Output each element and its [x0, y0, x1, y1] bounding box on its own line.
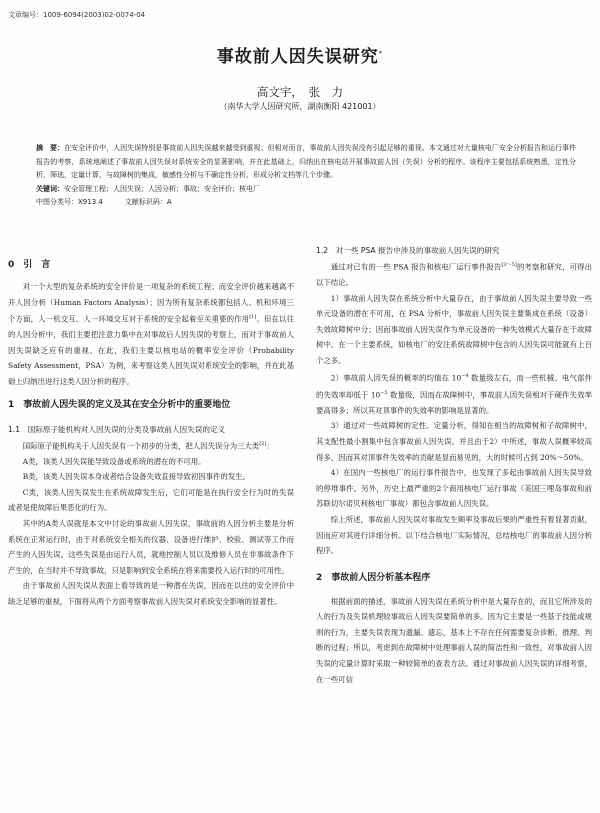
article-number: 文章编号：1009-6094(2003)02-0074-04	[8, 11, 146, 19]
transition-paragraph: 由于事故前人因失误从表面上看导致的是一种潜在失误，因而在以往的安全评价中缺乏足够的重视，下面将从两个方面考察事故前人因失误对系统安全影响的显著性。	[8, 581, 294, 607]
section-1-heading: 1 事故前人因失误的定义及其在安全分析中的重要地位	[8, 399, 231, 410]
iaea-paragraph: 国际原子能机构关于人因失误有一个初步的分类，把人因失误分为三大类[2]：	[22, 440, 274, 451]
psa-intro-paragraph: 通过对已有的一些 PSA 报告和核电厂运行事件报告[3～5]的考察和研究，可得出以下结论。	[316, 262, 592, 288]
title-footnote-mark: *	[378, 49, 384, 58]
abstract-label: 摘 要：	[36, 144, 65, 152]
keywords-text: 安全管理工程；人因失误；人因分析；事故；安全评价；核电厂	[64, 184, 260, 193]
keywords-label: 关键词：	[36, 184, 64, 193]
finding-3: 3）通过对一些故障树的定性、定量分析，得知在相当的故障树和子故障树中，其支配性最小割集中包含事故前人因失误。并且由于2）中所述，事故人误概率较高得多，因而其对顶事件失效率的贡献是显而易见的，大的时候可占到 20%～50%。	[316, 421, 592, 462]
classification: 中图分类号：X913.4 文献标识码：A	[36, 198, 172, 207]
abstract-block	[36, 142, 576, 210]
type-a-paragraph: A类，该类人因失误能导致设备或系统的潜在的不可用。	[22, 456, 206, 466]
section-2-heading: 2 事故前人因分析基本程序	[316, 572, 431, 583]
clc-code: X913.4	[78, 198, 103, 207]
type-c-paragraph: C类，该类人因失误发生在系统故障发生后，它们可能是在执行安全行为时的失误或者是使故障后果恶化的行为。	[8, 487, 294, 513]
section-1-2-heading: 1.2 对一些 PSA 报告中涉及的事故前人因失误的研究	[316, 246, 500, 255]
right-column	[316, 244, 592, 687]
section-0-heading: 0 引 言	[8, 260, 51, 270]
intro-paragraph: 对一个大型的复杂系统的安全评价是一项复杂的系统工程；而安全评价越来越离不开人因分析（Human Factors Analysis）；因为所有复杂系统都包括人、机和环境三个方面，人一机交互、人一环境交互对于系统的安全起着至关重要的作用[1]。但在以往的人因分析中，我们主要把注意力集中在对事故后人因失误的考察上，而对于事故前人因失误缺乏应有的重视。在此，我们主要以核电站的概率安全评价（Probability Safety Assessment，PSA）为例，来考察这类人因失误对系统安全的影响，并在此基础上归纳出进行这类人因分析的程序。	[8, 282, 294, 387]
definition-paragraph: 其中的A类人误就是本文中讨论的事故前人因失误，事故前的人因分析主要是分析系统在正常运行时，由于对系统安全相关的仪器、设备进行维护、校验、测试等工作而产生的人因失误。这些失误是由运行人员，就地控制人员以及维修人员在非事故条件下产生的，在当时并不导致事故，只是影响到安全系统在将来需要投入运行时的可用性。	[8, 519, 294, 575]
paper-title: 事故前人因失误研究*	[216, 47, 384, 67]
finding-2: 2）事故前人因失误的概率的均值在 10$^{-4}$ 数量级左右，而一些机械、电气部件的失效率却低于 10$^{-5}$ 数量级，因而在故障树中，事故前人因失误相对于硬件失效率要高得多；所以其对顶事件的失效率的影响是显著的。	[316, 372, 592, 415]
abstract-text: 在安全评价中，人因失误特别是事故前人因失误越来越受到重视；但相对而言，事故前人因失误没有引起足够的重视。本文通过对大量核电厂安全分析报告和运行事件报告的考察，系统地阐述了事故前人因失误对系统安全的显著影响，并在此基础上，归纳出在核电站开展事故前人因（失误）分析的程序。该程序主要包括系统熟悉，定性分析，筛选，定量计算，与故障树的集成，敏感性分析与不确定性分析，形成分析文档等几个步骤。	[36, 144, 577, 180]
abstract	[36, 142, 576, 183]
affiliation: （南华大学人因研究所，湖南衡阳 421001）	[219, 102, 381, 111]
keywords	[36, 183, 576, 197]
finding-1: 1）事故前人因失误在系统分析中大量存在，由于事故前人因失误主要导致一些单元设备的潜在不可用，在 PSA 分析中，事故前人因失误主要集成在系统（设备）失效故障树中分；因而事故前人因失误作为单元设备的一种失效模式大量存在于故障树中。在一个主要系统，如核电厂的安注系统故障树中包含的人因失误可能就有上百个之多。	[316, 293, 592, 366]
doc-code: A	[166, 198, 172, 207]
type-b-paragraph: B类，该类人因失误本身或者结合设备失效直接导致初因事件的发生。	[22, 472, 250, 482]
summary-paragraph: 综上所述，事故前人因失误对事故发生频率及事故后果的严重性有着显著贡献，因而应对其进行详细分析。以下结合核电厂实际情况，总结核电厂的事故前人因分析程序。	[316, 514, 592, 556]
procedure-paragraph: 根据前面的描述，事故前人因失误在系统分析中是大量存在的，而且它所涉及的人的行为及失误机理较事故后人因失误要简单的多。因为它主要是一些基于技能或规则的行为，主要失误表现为遗漏、遗忘，基本上不存在任何需要复杂诊断、推理、判断的过程；所以，考虑到在故障树中处理事前人误的简洁性和一致性，对事故前人因失误的定量计算时采取一种较简单的查表方法。通过对事故前人因失误的详细考察，在一些可信	[316, 596, 592, 684]
finding-4: 4）在国内一些核电厂的运行事件报告中，也发现了多起由事故前人因失误导致的停堆事件。另外，历史上最严重的2个商用核电厂运行事故（美国三哩岛事故和前苏联切尔诺贝利核电厂事故）都包含事故前人因失误。	[316, 468, 592, 509]
left-column	[8, 258, 294, 610]
authors: 高文宇， 张 力	[256, 85, 344, 99]
section-1-1-heading: 1.1 国际原子能机构对人因失误的分类及事故前人因失误的定义	[8, 424, 226, 434]
